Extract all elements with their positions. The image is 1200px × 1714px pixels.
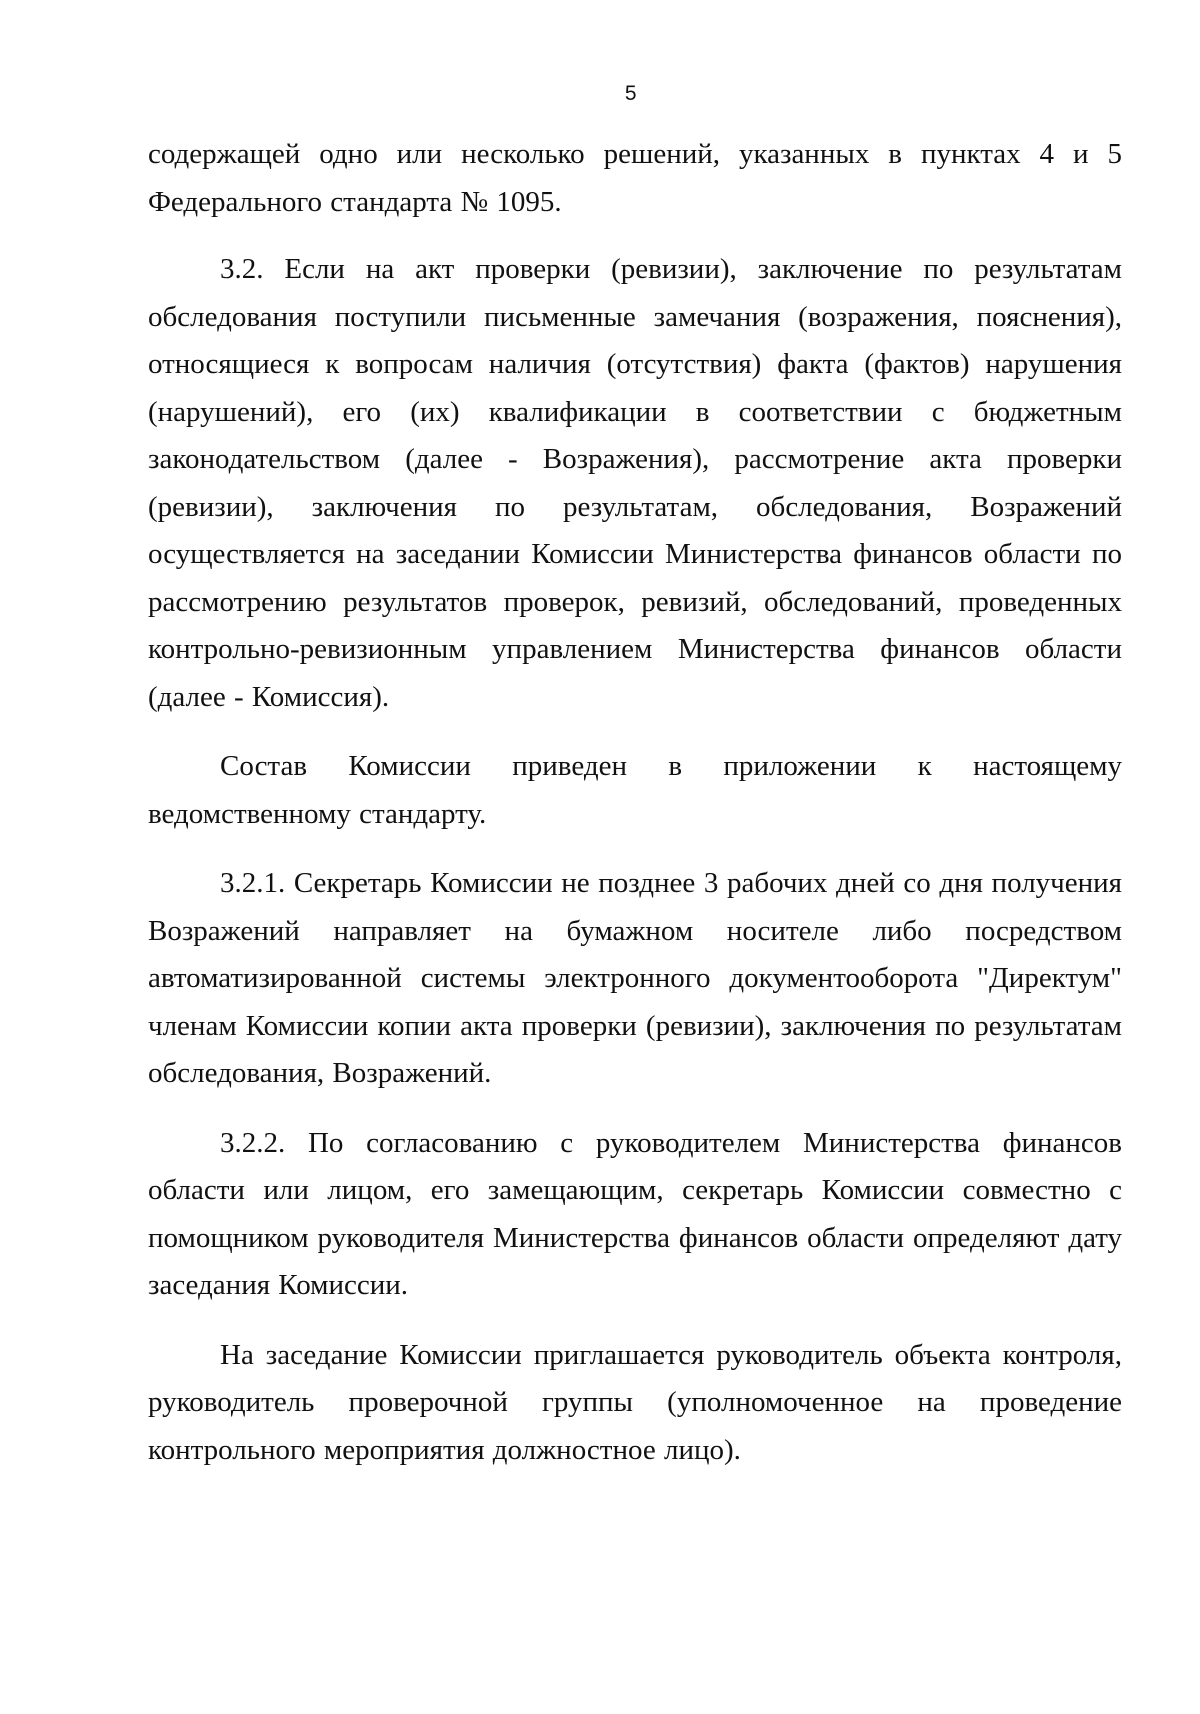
paragraph-continuation: содержащей одно или несколько решений, указанных в пунктах 4 и 5 Федерального стандарта № 1095. <box>148 138 1122 218</box>
paragraph-3-2-2: 3.2.2. По согласованию с руководителем Министерства финансов области или лицом, его замещающим, секретарь Комиссии совместно с помощником руководителя Министерства финансов области определяют дату заседания Комиссии. <box>148 1126 1122 1301</box>
paragraph-commission-composition: Состав Комиссии приведен в приложении к настоящему ведомственному стандарту. <box>148 750 1122 830</box>
document-body <box>148 131 1122 1474</box>
paragraph-meeting-invitation: На заседание Комиссии приглашается руководитель объекта контроля, руководитель проверочной группы (уполномоченное на проведение контрольного мероприятия должностное лицо). <box>148 1338 1122 1466</box>
paragraph-3-2-1: 3.2.1. Секретарь Комиссии не позднее 3 рабочих дней со дня получения Возражений направляет на бумажном носителе либо посредством автоматизированной системы электронного документооборота "Директум" членам Комиссии копии акта проверки (ревизии), заключения по результатам обследования, Возражений. <box>148 867 1122 1089</box>
page-number: 5 <box>624 82 638 105</box>
paragraph-3-2: 3.2. Если на акт проверки (ревизии), заключение по результатам обследования поступили письменные замечания (возражения, пояснения), относящиеся к вопросам наличия (отсутствия) факта (фактов) нарушения (нарушений), его (их) квалификации в соответствии с бюджетным законодательством (далее - Возражения), рассмотрение акта проверки (ревизии), заключения по результатам, обследования, Возражений осуществляется на заседании Комиссии Министерства финансов области по рассмотрению результатов проверок, ревизий, обследований, проведенных контрольно-ревизионным управлением Министерства финансов области (далее - Комиссия). <box>148 253 1122 713</box>
